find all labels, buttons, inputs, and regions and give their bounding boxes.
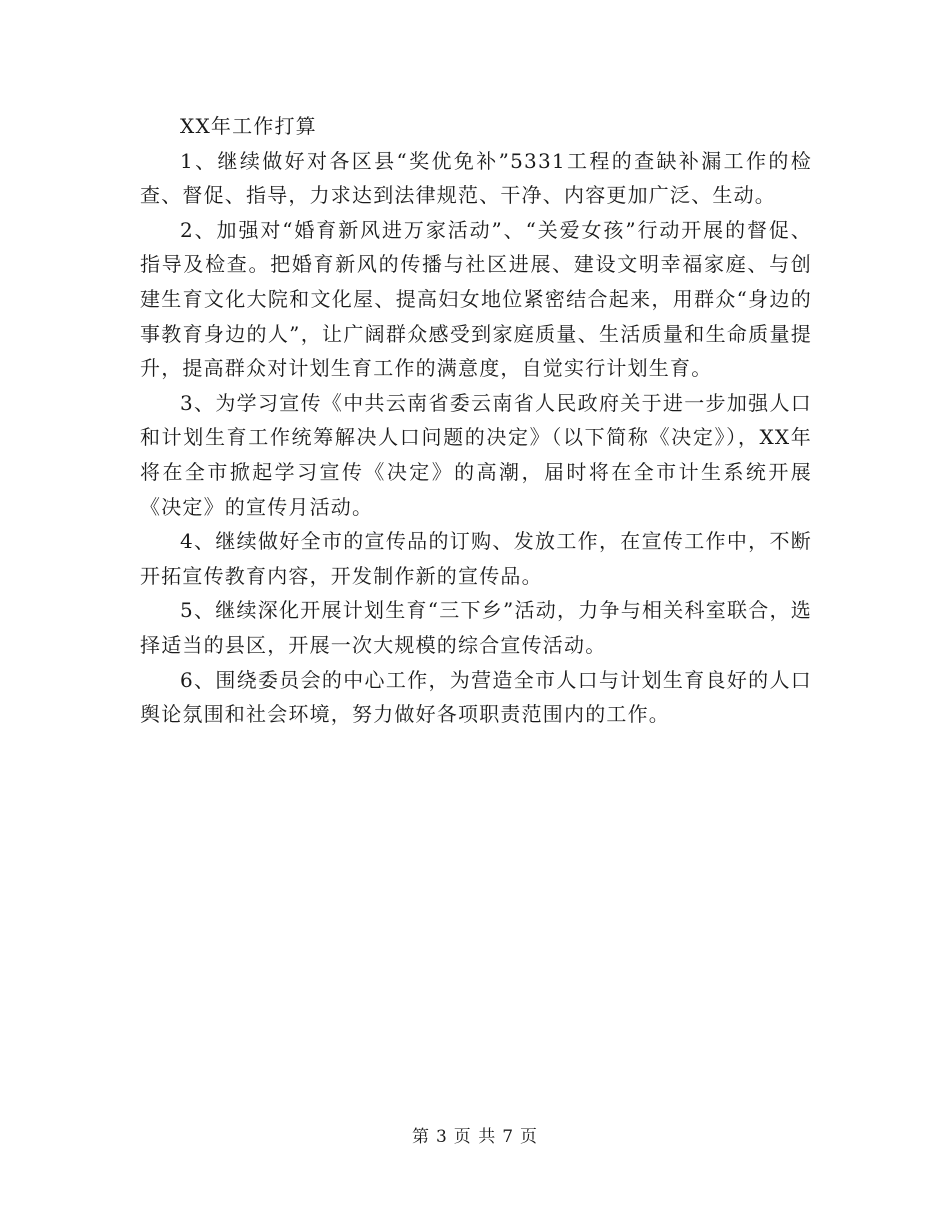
paragraph-6: 6、围绕委员会的中心工作，为营造全市人口与计划生育良好的人口舆论氛围和社会环境，努力做好各项职责范围内的工作。: [140, 667, 812, 727]
footer-prefix: 第: [411, 1127, 430, 1147]
footer-suffix: 页: [520, 1127, 539, 1147]
section-title: XX年工作打算: [180, 114, 317, 138]
footer-total-pages: 7: [502, 1127, 515, 1147]
footer-middle: 页 共: [453, 1127, 497, 1147]
paragraph-1: 1、继续做好对各区县“奖优免补”5331工程的查缺补漏工作的检查、督促、指导，力求达到法律规范、干净、内容更加广泛、生动。: [140, 148, 812, 208]
paragraph-4: 4、继续做好全市的宣传品的订购、发放工作，在宣传工作中，不断开拓宣传教育内容，开发制作新的宣传品。: [140, 529, 812, 588]
footer-page-number: 3: [435, 1127, 448, 1147]
paragraph-2: 2、加强对“婚育新风进万家活动”、“关爱女孩”行动开展的督促、指导及检查。把婚育新风的传播与社区进展、建设文明幸福家庭、与创建生育文化大院和文化屋、提高妇女地位紧密结合起来，用群众“身边的事教育身边的人”，让广阔群众感受到家庭质量、生活质量和生命质量提升，提高群众对计划生育工作的满意度，自觉实行计划生育。: [140, 217, 812, 381]
document-body: [140, 109, 812, 732]
page-footer: [0, 1122, 950, 1147]
paragraph-5: 5、继续深化开展计划生育“三下乡”活动，力争与相关科室联合，选择适当的县区，开展一次大规模的综合宣传活动。: [140, 598, 812, 657]
paragraph-3: 3、为学习宣传《中共云南省委云南省人民政府关于进一步加强人口和计划生育工作统筹解决人口问题的决定》（以下简称《决定》），XX年将在全市掀起学习宣传《决定》的高潮，届时将在全市计生系统开展《决定》的宣传月活动。: [140, 390, 812, 519]
